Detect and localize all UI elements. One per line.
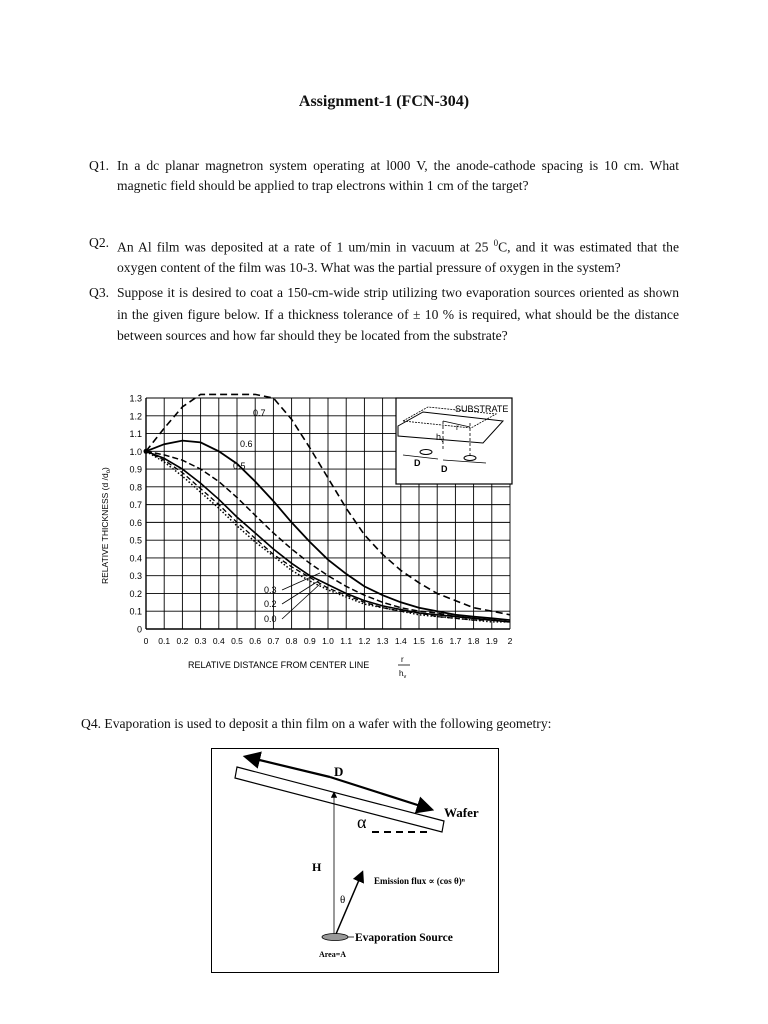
inset-d-left: D: [414, 458, 421, 468]
question-text-part1: An Al film was deposited at a rate of 1 um/min in vacuum at 25: [117, 239, 494, 255]
question-text: [117, 233, 679, 278]
alpha-label: α: [357, 812, 367, 832]
source-shape: [322, 934, 348, 941]
x-tick-label: 0.2: [176, 636, 189, 646]
d-label: D: [334, 764, 344, 779]
inset-d-right: D: [441, 464, 448, 474]
y-tick-label: 1.3: [129, 393, 142, 404]
y-tick-labels: [129, 394, 142, 635]
y-tick-label: 0.9: [129, 464, 142, 475]
question-number: Q2.: [89, 235, 110, 250]
question-text-part2: C, and it was estimated that the oxygen content of the film was 10-3. What was the partial pressure of oxygen in the system?: [117, 239, 680, 275]
x-tick-label: 1.7: [449, 636, 462, 646]
curve-label-02: 0.2: [264, 599, 277, 609]
source-label: Evaporation Source: [355, 932, 453, 944]
x-axis-label: RELATIVE DISTANCE FROM CENTER LINE: [188, 660, 370, 670]
question-number: Q1.: [89, 158, 110, 173]
x-tick-label: 0.5: [231, 636, 243, 646]
y-axis-label: [100, 467, 112, 584]
x-tick-label: 1.3: [376, 636, 389, 646]
y-axis-label-end: ): [100, 467, 110, 470]
y-tick-label: 0.4: [129, 553, 142, 564]
emission-label: Emission flux ∝ (cos θ)ⁿ: [374, 876, 465, 886]
x-tick-label: 0.8: [285, 636, 298, 646]
x-tick-label: 2: [507, 636, 513, 646]
y-tick-label: 1.1: [129, 429, 142, 440]
curve-label-06: 0.6: [240, 439, 253, 449]
y-tick-label: 0.3: [129, 571, 142, 582]
y-tick-label: 0.5: [129, 535, 142, 546]
y-tick-label: 1.2: [129, 411, 142, 422]
curve-label-03: 0.3: [264, 585, 277, 595]
x-frac-den-sub: v: [403, 674, 407, 680]
inset-r-label: r: [456, 423, 459, 432]
origin-point: [144, 449, 149, 454]
x-tick-label: 0.9: [303, 636, 316, 646]
page-title: Assignment-1 (FCN-304): [298, 93, 470, 110]
question-4: [81, 714, 681, 734]
wafer-label: Wafer: [444, 805, 479, 820]
y-tick-label: 0.8: [129, 482, 142, 493]
curve-label-05: 0.5: [233, 461, 246, 471]
question-3: [89, 282, 679, 347]
y-tick-label: 0.7: [129, 500, 142, 511]
question-number: Q3.: [89, 285, 110, 300]
question-1: [89, 156, 679, 196]
x-tick-label: 0.6: [249, 636, 262, 646]
area-label: Area=A: [319, 950, 347, 959]
x-tick-labels: [144, 636, 513, 646]
x-tick-label: 1.2: [358, 636, 371, 646]
x-frac-num: r: [401, 655, 404, 664]
h-label: H: [312, 860, 322, 874]
question-text: In a dc planar magnetron system operating at l000 V, the anode-cathode spacing is 10 cm. What magnetic field should be applied to trap electrons within 1 cm of the target?: [117, 158, 679, 193]
y-tick-label: 0: [136, 624, 142, 635]
y-tick-label: 0.6: [129, 517, 142, 528]
x-frac-den-text: h: [399, 669, 404, 678]
x-tick-label: 1.6: [431, 636, 444, 646]
inset-substrate-label: SUBSTRATE: [455, 404, 509, 414]
x-tick-label: 1.5: [413, 636, 425, 646]
thickness-chart: [98, 388, 518, 684]
x-tick-label: 1.1: [340, 636, 353, 646]
x-tick-label: 1.9: [485, 636, 498, 646]
x-tick-label: 0.1: [158, 636, 171, 646]
question-2: [89, 233, 679, 278]
x-frac-den: [399, 669, 406, 680]
x-tick-label: 1.0: [322, 636, 334, 646]
inset-diagram: [396, 398, 512, 484]
degree-superscript: 0: [493, 238, 499, 248]
y-tick-label: 0.1: [129, 606, 142, 617]
evaporation-geometry-figure: [211, 748, 499, 973]
question-text: Evaporation is used to deposit a thin film on a wafer with the following geometry:: [104, 716, 552, 731]
theta-label: θ: [340, 894, 346, 906]
x-tick-label: 1.4: [394, 636, 407, 646]
x-tick-label: 0.3: [194, 636, 207, 646]
question-number: Q4.: [81, 716, 102, 731]
inset-h-sub: v: [441, 438, 445, 444]
y-tick-label: 1.0: [129, 446, 142, 457]
geometry-drawing: [212, 749, 497, 971]
y-axis-label-text: RELATIVE THICKNESS (d /d: [100, 473, 110, 584]
y-axis-label-sub: o: [106, 469, 112, 474]
x-tick-label: 0: [143, 636, 149, 646]
inset-h-text: h: [436, 432, 442, 442]
x-tick-label: 0.4: [212, 636, 225, 646]
curve-label-00: 0.0: [264, 614, 277, 624]
y-tick-label: 0.2: [129, 588, 142, 599]
x-tick-label: 0.7: [267, 636, 280, 646]
x-tick-label: 1.8: [467, 636, 480, 646]
curve-label-07: 0.7: [253, 408, 266, 418]
question-text: Suppose it is desired to coat a 150-cm-wide strip utilizing two evaporation sources oriented as shown in the given figure below. If a thickness tolerance of ± 10 % is required, what should be the distance between sources and how far should they be located from the substrate?: [117, 285, 679, 343]
